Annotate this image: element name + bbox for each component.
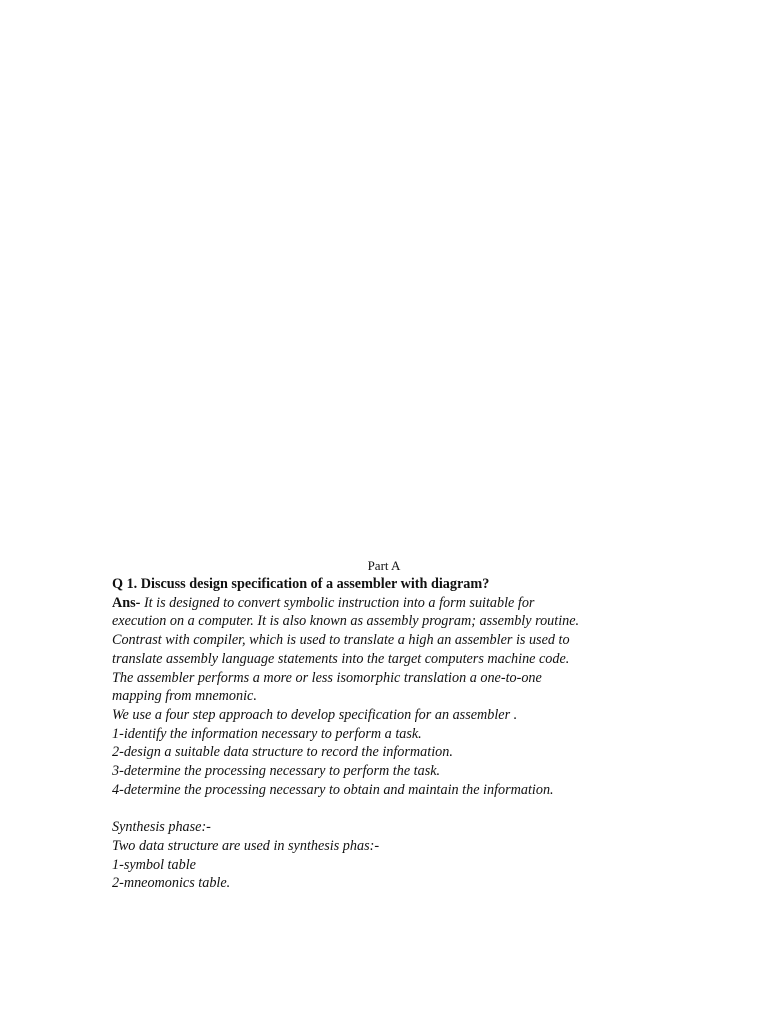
synthesis-line: Two data structure are used in synthesis phas:-: [112, 837, 380, 854]
synthesis-item: 2-mneomonics table.: [112, 875, 231, 892]
step-item: 4-determine the processing necessary to obtain and maintain the information.: [112, 781, 554, 798]
synthesis-item: 1-symbol table: [112, 856, 196, 873]
blank-line: [112, 799, 672, 818]
answer-line: execution on a computer. It is also known as assembly program; assembly routine.: [112, 613, 580, 630]
synthesis-heading: Synthesis phase:-: [112, 819, 211, 836]
answer-line: The assembler performs a more or less isomorphic translation a one-to-one: [112, 669, 542, 686]
answer-block: [112, 594, 672, 893]
answer-line: We use a four step approach to develop specification for an assembler .: [112, 706, 518, 723]
answer-first-line-text: It is designed to convert symbolic instruction into a form suitable for: [140, 594, 535, 611]
answer-line: translate assembly language statements into the target computers machine code.: [112, 650, 570, 667]
answer-first-line: [112, 594, 672, 613]
answer-line: mapping from mnemonic.: [112, 688, 257, 705]
step-item: 2-design a suitable data structure to record the information.: [112, 744, 453, 761]
step-item: 1-identify the information necessary to perform a task.: [112, 725, 422, 742]
part-heading: Part A: [367, 558, 401, 573]
answer-label: Ans-: [112, 594, 141, 611]
answer-line: Contrast with compiler, which is used to translate a high an assembler is used to: [112, 632, 570, 649]
step-item: 3-determine the processing necessary to perform the task.: [112, 763, 441, 780]
question-heading: Q 1. Discuss design specification of a assembler with diagram?: [112, 576, 490, 592]
document-body: [112, 575, 672, 893]
